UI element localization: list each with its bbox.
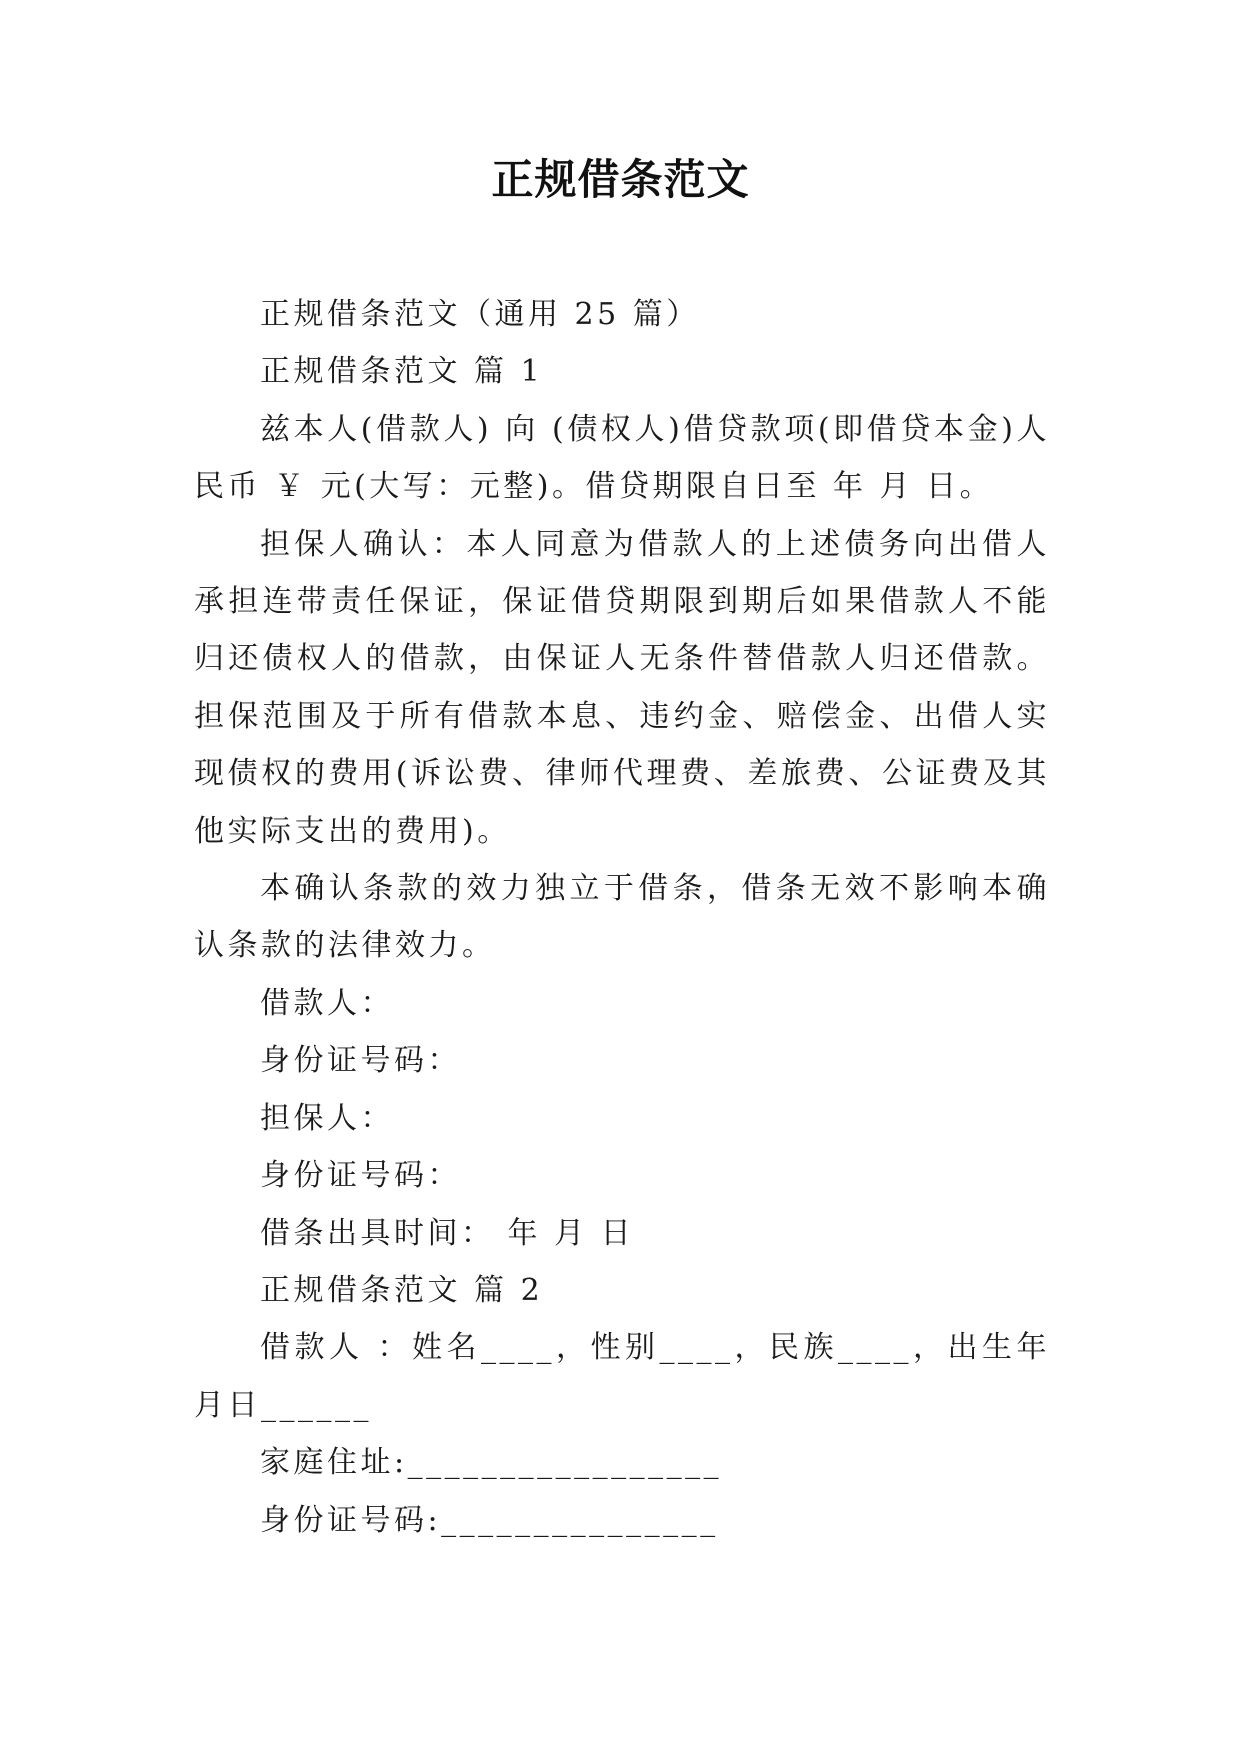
document-body bbox=[194, 286, 1050, 1549]
clause-independence-paragraph: 本确认条款的效力独立于借条，借条无效不影响本确认条款的法律效力。 bbox=[194, 871, 1050, 964]
borrower-info-line: 借款人 ：姓名____，性别____，民族____，出生年月日______ bbox=[194, 1330, 1050, 1423]
guarantor-confirmation-paragraph: 担保人确认：本人同意为借款人的上述债务向出借人承担连带责任保证，保证借贷期限到期后如果借款人不能归还债权人的借款，由保证人无条件替借款人归还借款。担保范围及于所有借款本息、违约金、赔偿金、出借人实现债权的费用(诉讼费、律师代理费、差旅费、公证费及其他实际支出的费用)。 bbox=[194, 526, 1050, 849]
home-address-line: 家庭住址:_________________ bbox=[260, 1445, 723, 1481]
document-title: 正规借条范文 bbox=[491, 155, 750, 204]
section-heading-2: 正规借条范文 篇 2 bbox=[260, 1272, 544, 1308]
id-number-line: 身份证号码:_______________ bbox=[260, 1502, 719, 1538]
issue-date-line: 借条出具时间： 年 月 日 bbox=[260, 1215, 635, 1251]
borrower-signature-line: 借款人： bbox=[260, 985, 394, 1021]
section-heading-1: 正规借条范文 篇 1 bbox=[260, 354, 544, 390]
borrower-id-line: 身份证号码： bbox=[260, 1043, 461, 1079]
loan-statement-paragraph: 兹本人(借款人) 向 (债权人)借贷款项(即借贷本金)人民币 ￥ 元(大写：元整)。借贷期限自日至 年 月 日。 bbox=[194, 411, 1050, 505]
subtitle-line: 正规借条范文（通用 25 篇） bbox=[260, 297, 700, 332]
guarantor-id-line: 身份证号码： bbox=[260, 1158, 461, 1194]
guarantor-signature-line: 担保人： bbox=[260, 1100, 394, 1136]
